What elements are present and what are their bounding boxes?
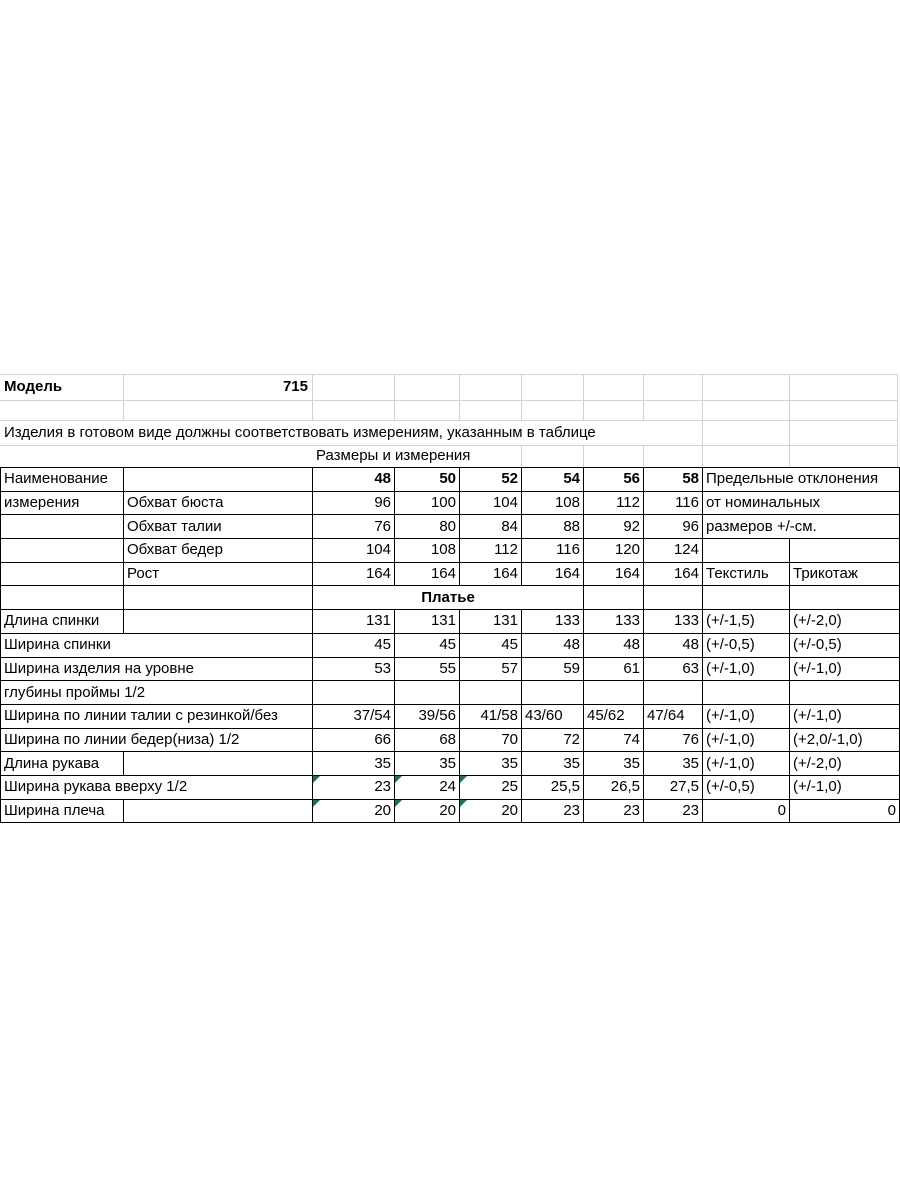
- value-cell: 25,5: [522, 775, 584, 799]
- table-row: [1, 610, 900, 634]
- empty-cell: [584, 681, 644, 705]
- gridline: [897, 445, 898, 467]
- measurement-label-cell: Обхват бюста: [124, 491, 313, 515]
- value-cell: 96: [644, 515, 703, 539]
- value-cell: 23: [313, 775, 395, 799]
- gridline: [583, 374, 584, 420]
- header-name-cell-2: измерения: [1, 491, 124, 515]
- gridline: [897, 420, 898, 445]
- tolerance-cell: [703, 539, 790, 563]
- gridline: [702, 445, 703, 467]
- value-cell: 112: [584, 491, 644, 515]
- size-col-header: 50: [395, 468, 460, 492]
- empty-cell: [703, 586, 790, 610]
- empty-cell: [124, 586, 313, 610]
- tolerance-cell: (+/-1,0): [703, 704, 790, 728]
- empty-cell: [644, 681, 703, 705]
- section-title-cell: Платье: [313, 586, 584, 610]
- value-cell: 133: [522, 610, 584, 634]
- table-row: [1, 633, 900, 657]
- value-cell: 25: [460, 775, 522, 799]
- tolerance-cell: (+/-0,5): [790, 633, 900, 657]
- value-cell: 23: [584, 799, 644, 823]
- value-cell: 57: [460, 657, 522, 681]
- value-cell: 48: [644, 633, 703, 657]
- value-cell: 23: [644, 799, 703, 823]
- gridline: [312, 374, 313, 420]
- gridline: [789, 420, 790, 445]
- value-cell: 59: [522, 657, 584, 681]
- value-cell: 20: [460, 799, 522, 823]
- value-cell: 35: [460, 752, 522, 776]
- value-cell: 24: [395, 775, 460, 799]
- size-col-header: 56: [584, 468, 644, 492]
- garment-label-cell: Ширина по линии талии с резинкой/без: [1, 704, 313, 728]
- value-cell: 92: [584, 515, 644, 539]
- empty-cell: [124, 610, 313, 634]
- value-cell: 116: [644, 491, 703, 515]
- garment-label-cell: Ширина плеча: [1, 799, 124, 823]
- table-row: [1, 704, 900, 728]
- empty-cell: [395, 681, 460, 705]
- empty-cell: [124, 752, 313, 776]
- value-cell: 104: [460, 491, 522, 515]
- empty-cell: [124, 799, 313, 823]
- value-cell: 27,5: [644, 775, 703, 799]
- value-cell: 164: [460, 562, 522, 586]
- value-cell: 48: [522, 633, 584, 657]
- green-corner-icon: [460, 800, 467, 807]
- value-cell: 45/62: [584, 704, 644, 728]
- gridline: [459, 374, 460, 420]
- value-cell: 164: [584, 562, 644, 586]
- tolerance-cell: (+2,0/-1,0): [790, 728, 900, 752]
- measurement-label-cell: Обхват талии: [124, 515, 313, 539]
- garment-label-cell: Ширина спинки: [1, 633, 313, 657]
- value-cell: 108: [395, 539, 460, 563]
- value-cell: 35: [522, 752, 584, 776]
- measurement-label-cell: Обхват бедер: [124, 539, 313, 563]
- empty-cell: [584, 586, 644, 610]
- value-cell: 124: [644, 539, 703, 563]
- value-cell: 41/58: [460, 704, 522, 728]
- empty-cell: [644, 586, 703, 610]
- size-col-header: 52: [460, 468, 522, 492]
- tolerance-cell: (+/-0,5): [703, 775, 790, 799]
- tolerance-cell: (+/-1,0): [790, 704, 900, 728]
- model-label: Модель: [4, 378, 63, 395]
- table-row: [1, 799, 900, 823]
- table-row: [1, 657, 900, 681]
- value-cell: 131: [460, 610, 522, 634]
- measurement-table: [0, 467, 900, 823]
- tolerance-cell: [790, 539, 900, 563]
- value-cell: 120: [584, 539, 644, 563]
- green-corner-icon: [460, 776, 467, 783]
- table-row: [1, 752, 900, 776]
- value-cell: 61: [584, 657, 644, 681]
- value-cell: 45: [313, 633, 395, 657]
- value-cell: 164: [644, 562, 703, 586]
- value-cell: 20: [395, 799, 460, 823]
- value-cell: 88: [522, 515, 584, 539]
- gridline: [702, 420, 703, 445]
- value-cell: 133: [644, 610, 703, 634]
- value-cell: 55: [395, 657, 460, 681]
- size-col-header: 54: [522, 468, 584, 492]
- empty-cell: [313, 681, 395, 705]
- garment-label-cell: Ширина рукава вверху 1/2: [1, 775, 313, 799]
- knitwear-header-cell: Трикотаж: [790, 562, 900, 586]
- header-name-cell: Наименование: [1, 468, 124, 492]
- gridline: [643, 374, 644, 420]
- value-cell: 76: [644, 728, 703, 752]
- value-cell: 131: [313, 610, 395, 634]
- green-corner-icon: [395, 776, 402, 783]
- table-row: [1, 562, 900, 586]
- empty-cell: [1, 515, 124, 539]
- note-text: Изделия в готовом виде должны соответствовать измерениям, указанным в таблице: [4, 424, 596, 441]
- tolerance-header-cell: Предельные отклонения: [703, 468, 900, 492]
- value-cell: 104: [313, 539, 395, 563]
- value-cell: 68: [395, 728, 460, 752]
- value-cell: 53: [313, 657, 395, 681]
- gridline: [521, 445, 522, 467]
- tolerance-cell: (+/-1,0): [703, 728, 790, 752]
- tolerance-cell: (+/-1,0): [790, 657, 900, 681]
- empty-cell: [703, 681, 790, 705]
- value-cell: 164: [522, 562, 584, 586]
- garment-label-cell: глубины проймы 1/2: [1, 681, 313, 705]
- value-cell: 72: [522, 728, 584, 752]
- table-row: [1, 515, 900, 539]
- empty-cell: [790, 681, 900, 705]
- value-cell: 100: [395, 491, 460, 515]
- green-corner-icon: [313, 800, 320, 807]
- table-row: [1, 775, 900, 799]
- value-cell: 112: [460, 539, 522, 563]
- empty-cell: [124, 468, 313, 492]
- table-row: [1, 491, 900, 515]
- tolerance-cell: (+/-2,0): [790, 610, 900, 634]
- tolerance-cell: (+/-1,0): [703, 752, 790, 776]
- measurement-label-cell: Рост: [124, 562, 313, 586]
- value-cell: 74: [584, 728, 644, 752]
- value-cell: 48: [584, 633, 644, 657]
- tolerance-cell: (+/-1,0): [790, 775, 900, 799]
- value-cell: 23: [522, 799, 584, 823]
- value-cell: 76: [313, 515, 395, 539]
- tolerance-cell: 0: [703, 799, 790, 823]
- table-row-header: [1, 468, 900, 492]
- value-cell: 45: [395, 633, 460, 657]
- garment-label-cell: Длина рукава: [1, 752, 124, 776]
- value-cell: 43/60: [522, 704, 584, 728]
- tolerance-note-cell: от номинальных: [703, 491, 900, 515]
- value-cell: 84: [460, 515, 522, 539]
- tolerance-cell: (+/-2,0): [790, 752, 900, 776]
- value-cell: 35: [644, 752, 703, 776]
- value-cell: 80: [395, 515, 460, 539]
- green-corner-icon: [313, 776, 320, 783]
- size-col-header: 48: [313, 468, 395, 492]
- gridline: [0, 400, 898, 401]
- tolerance-cell: 0: [790, 799, 900, 823]
- garment-label-cell: Ширина изделия на уровне: [1, 657, 313, 681]
- table-row: [1, 681, 900, 705]
- gridline: [643, 445, 644, 467]
- value-cell: 35: [313, 752, 395, 776]
- value-cell: 20: [313, 799, 395, 823]
- empty-cell: [1, 562, 124, 586]
- tolerance-note-cell: размеров +/-см.: [703, 515, 900, 539]
- value-cell: 164: [395, 562, 460, 586]
- empty-cell: [522, 681, 584, 705]
- gridline: [702, 374, 703, 420]
- value-cell: 133: [584, 610, 644, 634]
- gridline: [897, 374, 898, 420]
- value-cell: 39/56: [395, 704, 460, 728]
- green-corner-icon: [395, 800, 402, 807]
- table-row: [1, 728, 900, 752]
- value-cell: 63: [644, 657, 703, 681]
- textile-header-cell: Текстиль: [703, 562, 790, 586]
- value-cell: 45: [460, 633, 522, 657]
- table-row-section: [1, 586, 900, 610]
- value-cell: 70: [460, 728, 522, 752]
- model-number: 715: [282, 378, 308, 395]
- value-cell: 35: [395, 752, 460, 776]
- size-col-header: 58: [644, 468, 703, 492]
- value-cell: 66: [313, 728, 395, 752]
- garment-label-cell: Длина спинки: [1, 610, 124, 634]
- empty-cell: [790, 586, 900, 610]
- tolerance-cell: (+/-0,5): [703, 633, 790, 657]
- value-cell: 116: [522, 539, 584, 563]
- value-cell: 131: [395, 610, 460, 634]
- value-cell: 35: [584, 752, 644, 776]
- value-cell: 96: [313, 491, 395, 515]
- garment-label-cell: Ширина по линии бедер(низа) 1/2: [1, 728, 313, 752]
- gridline: [521, 374, 522, 420]
- value-cell: 108: [522, 491, 584, 515]
- tolerance-cell: (+/-1,0): [703, 657, 790, 681]
- value-cell: 47/64: [644, 704, 703, 728]
- gridline: [789, 374, 790, 420]
- empty-cell: [1, 586, 124, 610]
- table-row: [1, 539, 900, 563]
- value-cell: 37/54: [313, 704, 395, 728]
- sizes-caption: Размеры и измерения: [316, 447, 471, 464]
- empty-cell: [1, 539, 124, 563]
- gridline: [583, 445, 584, 467]
- gridline: [789, 445, 790, 467]
- gridline: [394, 374, 395, 420]
- tolerance-cell: (+/-1,5): [703, 610, 790, 634]
- value-cell: 26,5: [584, 775, 644, 799]
- value-cell: 164: [313, 562, 395, 586]
- empty-cell: [460, 681, 522, 705]
